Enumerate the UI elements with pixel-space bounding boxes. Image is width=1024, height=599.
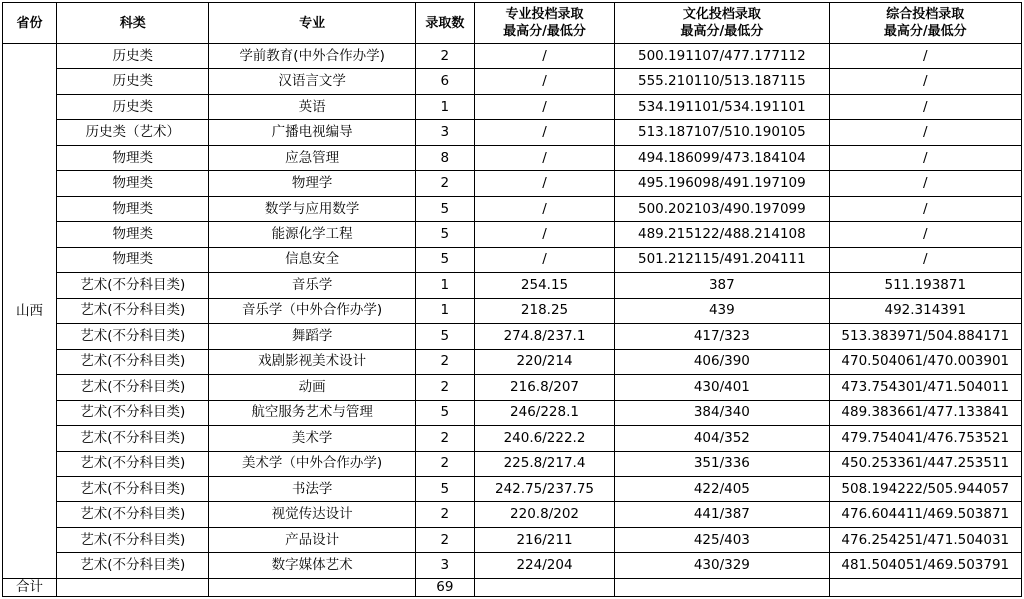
major-cell: 戏剧影视美术设计 — [209, 349, 415, 374]
major-cell: 音乐学 — [209, 273, 415, 298]
header-row — [3, 3, 1022, 44]
admitted-cell: 6 — [415, 69, 474, 94]
total-empty-cell — [615, 579, 829, 597]
header-province: 省份 — [3, 3, 57, 44]
admitted-cell: 2 — [415, 451, 474, 476]
total-value: 69 — [415, 579, 474, 597]
com-score-cell: / — [829, 69, 1021, 94]
pro-score-cell: / — [474, 171, 614, 196]
header-com-score-line1: 综合投档录取 — [886, 7, 965, 22]
category-cell: 艺术(不分科目类) — [57, 426, 209, 451]
pro-score-cell: / — [474, 222, 614, 247]
table-row — [3, 451, 1022, 476]
major-cell: 美术学 — [209, 426, 415, 451]
category-cell: 历史类（艺术） — [57, 120, 209, 145]
table-row — [3, 222, 1022, 247]
table-row — [3, 273, 1022, 298]
category-cell: 历史类 — [57, 94, 209, 119]
cul-score-cell: 351/336 — [615, 451, 829, 476]
pro-score-cell: / — [474, 120, 614, 145]
pro-score-cell: 240.6/222.2 — [474, 426, 614, 451]
admitted-cell: 1 — [415, 273, 474, 298]
cul-score-cell: 430/401 — [615, 375, 829, 400]
com-score-cell: 513.383971/504.884171 — [829, 324, 1021, 349]
pro-score-cell: / — [474, 69, 614, 94]
table-row — [3, 298, 1022, 323]
cul-score-cell: 422/405 — [615, 476, 829, 501]
category-cell: 艺术(不分科目类) — [57, 476, 209, 501]
total-label: 合计 — [3, 579, 57, 597]
admitted-cell: 8 — [415, 145, 474, 170]
com-score-cell: / — [829, 196, 1021, 221]
admitted-cell: 2 — [415, 44, 474, 69]
admitted-cell: 2 — [415, 527, 474, 552]
header-major: 专业 — [209, 3, 415, 44]
table-row — [3, 94, 1022, 119]
admitted-cell: 5 — [415, 400, 474, 425]
total-empty-cell — [57, 579, 209, 597]
pro-score-cell: 218.25 — [474, 298, 614, 323]
major-cell: 英语 — [209, 94, 415, 119]
header-admitted: 录取数 — [415, 3, 474, 44]
cul-score-cell: 387 — [615, 273, 829, 298]
cul-score-cell: 439 — [615, 298, 829, 323]
com-score-cell: 481.504051/469.503791 — [829, 553, 1021, 579]
cul-score-cell: 494.186099/473.184104 — [615, 145, 829, 170]
table-row — [3, 476, 1022, 501]
header-com-score-line2: 最高分/最低分 — [883, 24, 967, 39]
category-cell: 物理类 — [57, 171, 209, 196]
cul-score-cell: 489.215122/488.214108 — [615, 222, 829, 247]
category-cell: 历史类 — [57, 44, 209, 69]
table-body — [3, 44, 1022, 579]
pro-score-cell: / — [474, 44, 614, 69]
major-cell: 物理学 — [209, 171, 415, 196]
header-cul-score-line2: 最高分/最低分 — [680, 24, 764, 39]
header-cul-score — [615, 3, 829, 44]
major-cell: 舞蹈学 — [209, 324, 415, 349]
table-row — [3, 145, 1022, 170]
admission-score-table — [2, 2, 1022, 597]
admitted-cell: 1 — [415, 298, 474, 323]
category-cell: 物理类 — [57, 247, 209, 272]
major-cell: 视觉传达设计 — [209, 502, 415, 527]
table-row — [3, 69, 1022, 94]
cul-score-cell: 534.191101/534.191101 — [615, 94, 829, 119]
cul-score-cell: 500.191107/477.177112 — [615, 44, 829, 69]
com-score-cell: / — [829, 120, 1021, 145]
cul-score-cell: 555.210110/513.187115 — [615, 69, 829, 94]
category-cell: 艺术(不分科目类) — [57, 527, 209, 552]
com-score-cell: 450.253361/447.253511 — [829, 451, 1021, 476]
com-score-cell: / — [829, 94, 1021, 119]
major-cell: 美术学（中外合作办学) — [209, 451, 415, 476]
table-row — [3, 527, 1022, 552]
total-empty-cell — [209, 579, 415, 597]
com-score-cell: 492.314391 — [829, 298, 1021, 323]
table-row — [3, 400, 1022, 425]
admitted-cell: 2 — [415, 171, 474, 196]
header-pro-score — [474, 3, 614, 44]
header-cul-score-line1: 文化投档录取 — [682, 7, 761, 22]
category-cell: 艺术(不分科目类) — [57, 400, 209, 425]
com-score-cell: 476.254251/471.504031 — [829, 527, 1021, 552]
pro-score-cell: / — [474, 145, 614, 170]
table-row — [3, 426, 1022, 451]
cul-score-cell: 513.187107/510.190105 — [615, 120, 829, 145]
admitted-cell: 5 — [415, 247, 474, 272]
com-score-cell: 508.194222/505.944057 — [829, 476, 1021, 501]
major-cell: 学前教育(中外合作办学) — [209, 44, 415, 69]
major-cell: 书法学 — [209, 476, 415, 501]
table-row — [3, 247, 1022, 272]
category-cell: 艺术(不分科目类) — [57, 349, 209, 374]
table-row — [3, 44, 1022, 69]
admitted-cell: 5 — [415, 476, 474, 501]
major-cell: 汉语言文学 — [209, 69, 415, 94]
com-score-cell: / — [829, 247, 1021, 272]
category-cell: 历史类 — [57, 69, 209, 94]
admitted-cell: 5 — [415, 222, 474, 247]
header-pro-score-line2: 最高分/最低分 — [503, 24, 586, 39]
pro-score-cell: 274.8/237.1 — [474, 324, 614, 349]
pro-score-cell: 225.8/217.4 — [474, 451, 614, 476]
pro-score-cell: 220/214 — [474, 349, 614, 374]
pro-score-cell: 220.8/202 — [474, 502, 614, 527]
com-score-cell: 511.193871 — [829, 273, 1021, 298]
category-cell: 艺术(不分科目类) — [57, 502, 209, 527]
table-row — [3, 502, 1022, 527]
pro-score-cell: / — [474, 196, 614, 221]
table-row — [3, 196, 1022, 221]
category-cell: 物理类 — [57, 145, 209, 170]
major-cell: 能源化学工程 — [209, 222, 415, 247]
pro-score-cell: / — [474, 247, 614, 272]
table-row — [3, 171, 1022, 196]
major-cell: 数字媒体艺术 — [209, 553, 415, 579]
header-category: 科类 — [57, 3, 209, 44]
header-pro-score-line1: 专业投档录取 — [505, 7, 584, 22]
major-cell: 动画 — [209, 375, 415, 400]
category-cell: 物理类 — [57, 196, 209, 221]
com-score-cell: 476.604411/469.503871 — [829, 502, 1021, 527]
major-cell: 信息安全 — [209, 247, 415, 272]
table-row — [3, 349, 1022, 374]
admitted-cell: 5 — [415, 196, 474, 221]
category-cell: 艺术(不分科目类) — [57, 375, 209, 400]
cul-score-cell: 495.196098/491.197109 — [615, 171, 829, 196]
com-score-cell: 473.754301/471.504011 — [829, 375, 1021, 400]
com-score-cell: / — [829, 222, 1021, 247]
major-cell: 应急管理 — [209, 145, 415, 170]
major-cell: 数学与应用数学 — [209, 196, 415, 221]
admitted-cell: 2 — [415, 349, 474, 374]
com-score-cell: / — [829, 44, 1021, 69]
category-cell: 艺术(不分科目类) — [57, 273, 209, 298]
total-empty-cell — [829, 579, 1021, 597]
category-cell: 艺术(不分科目类) — [57, 451, 209, 476]
admitted-cell: 3 — [415, 120, 474, 145]
admitted-cell: 2 — [415, 502, 474, 527]
category-cell: 艺术(不分科目类) — [57, 324, 209, 349]
pro-score-cell: 254.15 — [474, 273, 614, 298]
cul-score-cell: 430/329 — [615, 553, 829, 579]
cul-score-cell: 404/352 — [615, 426, 829, 451]
table-row — [3, 324, 1022, 349]
cul-score-cell: 425/403 — [615, 527, 829, 552]
com-score-cell: / — [829, 171, 1021, 196]
major-cell: 广播电视编导 — [209, 120, 415, 145]
pro-score-cell: 242.75/237.75 — [474, 476, 614, 501]
table-row — [3, 375, 1022, 400]
category-cell: 艺术(不分科目类) — [57, 298, 209, 323]
com-score-cell: 470.504061/470.003901 — [829, 349, 1021, 374]
admitted-cell: 1 — [415, 94, 474, 119]
table-row — [3, 120, 1022, 145]
province-cell: 山西 — [3, 44, 57, 579]
pro-score-cell: 224/204 — [474, 553, 614, 579]
admitted-cell: 5 — [415, 324, 474, 349]
cul-score-cell: 501.212115/491.204111 — [615, 247, 829, 272]
com-score-cell: 489.383661/477.133841 — [829, 400, 1021, 425]
pro-score-cell: / — [474, 94, 614, 119]
major-cell: 产品设计 — [209, 527, 415, 552]
pro-score-cell: 246/228.1 — [474, 400, 614, 425]
major-cell: 航空服务艺术与管理 — [209, 400, 415, 425]
cul-score-cell: 384/340 — [615, 400, 829, 425]
com-score-cell: 479.754041/476.753521 — [829, 426, 1021, 451]
total-empty-cell — [474, 579, 614, 597]
admitted-cell: 3 — [415, 553, 474, 579]
pro-score-cell: 216.8/207 — [474, 375, 614, 400]
category-cell: 艺术(不分科目类) — [57, 553, 209, 579]
total-row — [3, 579, 1022, 597]
pro-score-cell: 216/211 — [474, 527, 614, 552]
admitted-cell: 2 — [415, 375, 474, 400]
table-row — [3, 553, 1022, 579]
com-score-cell: / — [829, 145, 1021, 170]
admitted-cell: 2 — [415, 426, 474, 451]
header-com-score — [829, 3, 1021, 44]
cul-score-cell: 417/323 — [615, 324, 829, 349]
cul-score-cell: 406/390 — [615, 349, 829, 374]
category-cell: 物理类 — [57, 222, 209, 247]
major-cell: 音乐学（中外合作办学) — [209, 298, 415, 323]
cul-score-cell: 500.202103/490.197099 — [615, 196, 829, 221]
cul-score-cell: 441/387 — [615, 502, 829, 527]
